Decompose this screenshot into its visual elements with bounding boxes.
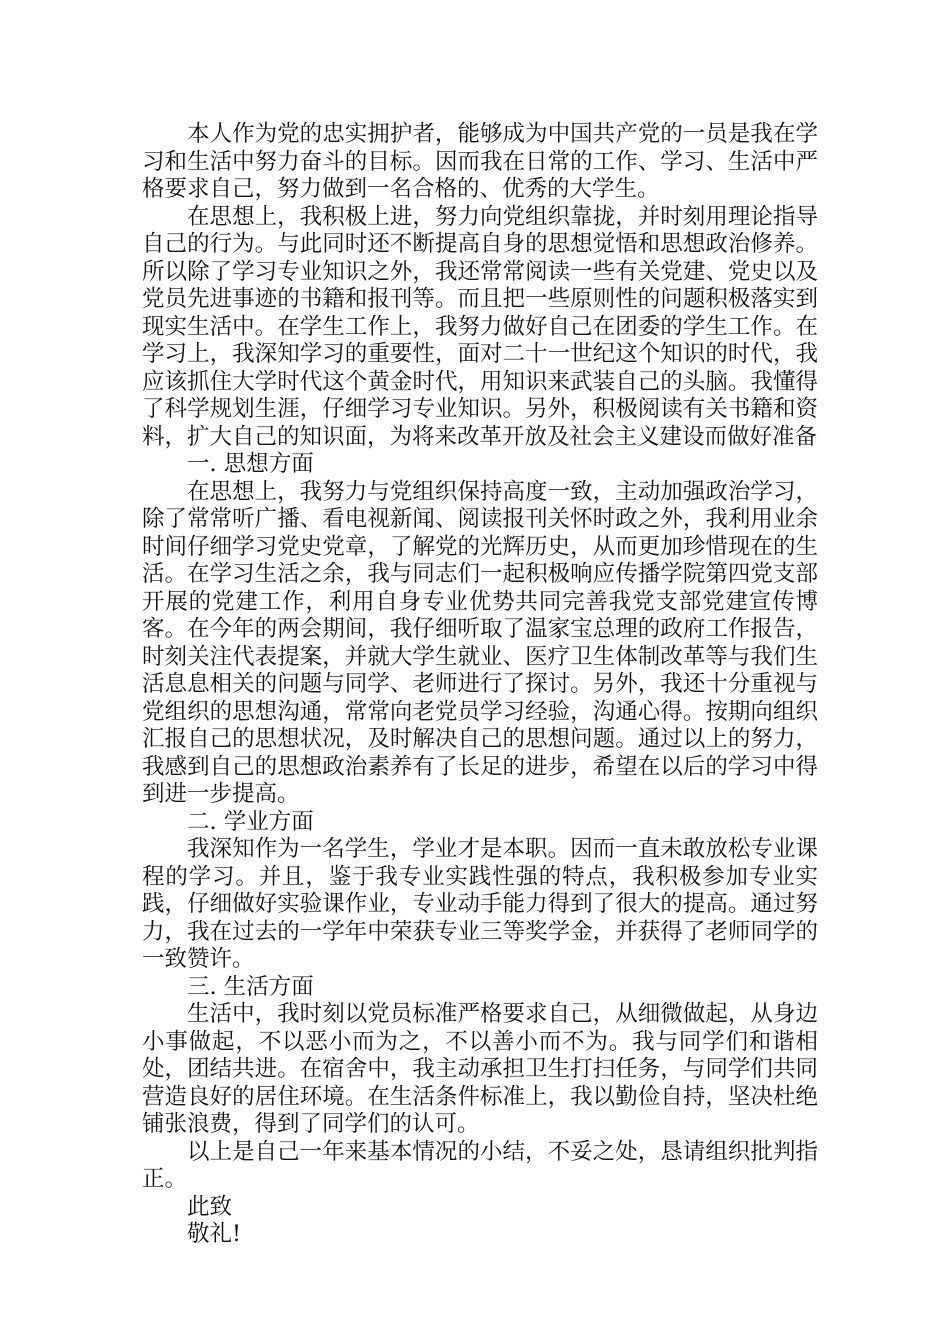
- section-heading-study: 二. 学业方面: [187, 808, 314, 835]
- section-heading-life: 三. 生活方面: [187, 973, 314, 1000]
- paragraph-life: 生活中，我时刻以党员标准严格要求自己，从细微做起，从身边小事做起，不以恶小而为之，不以善小而不为。我与同学们和谐相处，团结共进。在宿舍中，我主动承担卫生打扫任务，与同学们共同营造良好的居住环境。在生活条件标准上，我以勤俭自持，坚决杜绝铺张浪费，得到了同学们的认可。: [142, 1001, 818, 1137]
- section-heading-thought: 一. 思想方面: [187, 451, 314, 477]
- paragraph-intro: 本人作为党的忠实拥护者，能够成为中国共产党的一员是我在学习和生活中努力奋斗的目标。因而我在日常的工作、学习、生活中严格要求自己，努力做到一名合格的、优秀的大学生。: [142, 121, 818, 202]
- paragraph-thought: 在思想上，我努力与党组织保持高度一致，主动加强政治学习，除了常常听广播、看电视新闻、阅读报刊关怀时政之外，我利用业余时间仔细学习党史党章，了解党的光辉历史，从而更加珍惜现在的生活。在学习生活之余，我与同志们一起积极响应传播学院第四党支部开展的党建工作，利用自身专业优势共同完善我党支部党建宣传博客。在今年的两会期间，我仔细听取了温家宝总理的政府工作报告，时刻关注代表提案，并就大学生就业、医疗卫生体制改革等与我们生活息息相关的问题与同学、老师进行了探讨。另外，我还十分重视与党组织的思想沟通，常常向老党员学习经验，沟通心得。按期向组织汇报自己的思想状况，及时解决自己的思想问题。通过以上的努力，我感到自己的思想政治素养有了长足的进步，希望在以后的学习中得到进一步提高。: [142, 478, 818, 807]
- paragraph-thought-overview: 在思想上，我积极上进，努力向党组织靠拢，并时刻用理论指导自己的行为。与此同时还不断提高自身的思想觉悟和思想政治修养。所以除了学习专业知识之外，我还常常阅读一些有关党建、党史以及党员先进事迹的书籍和报刊等。而且把一些原则性的问题积极落实到现实生活中。在学生工作上，我努力做好自己在团委的学生工作。在学习上，我深知学习的重要性，面对二十一世纪这个知识的时代，我应该抓住大学时代这个黄金时代，用知识来武装自己的头脑。我懂得了科学规划生涯，仔细学习专业知识。另外，积极阅读有关书籍和资料，扩大自己的知识面，为将来改革开放及社会主义建设而做好准备: [142, 203, 818, 450]
- paragraph-study: 我深知作为一名学生，学业才是本职。因而一直未敢放松专业课程的学习。并且，鉴于我专业实践性强的特点，我积极参加专业实践，仔细做好实验课作业，专业动手能力得到了很大的提高。通过努力，我在过去的一学年中荣获专业三等奖学金，并获得了老师同学的一致赞许。: [142, 836, 818, 972]
- document-body: [142, 121, 818, 1249]
- paragraph-summary: 以上是自己一年来基本情况的小结，不妥之处，恳请组织批判指正。: [142, 1138, 818, 1192]
- closing-salutation: 此致: [187, 1193, 233, 1220]
- closing-regards: 敬礼!: [187, 1221, 242, 1247]
